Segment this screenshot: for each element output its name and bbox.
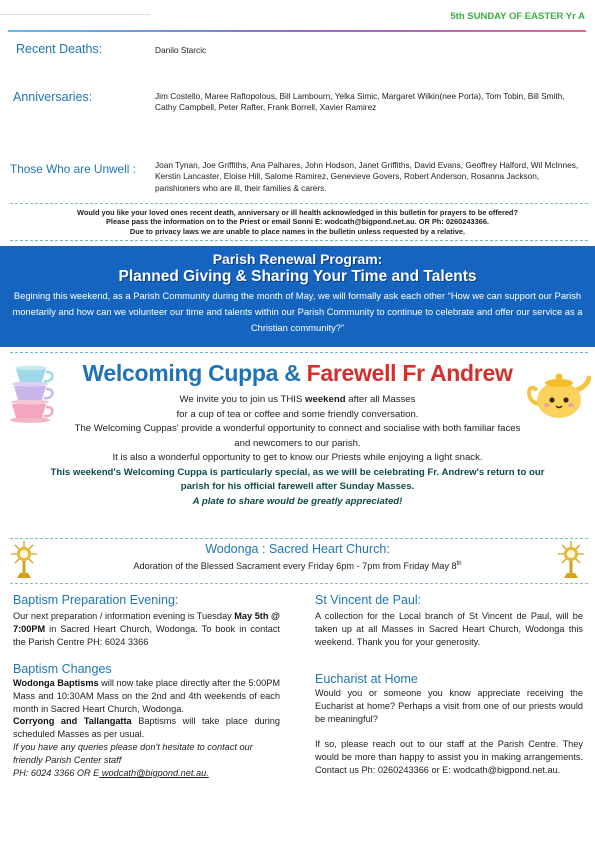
adoration-text [40,561,555,571]
st-vincent-heading: St Vincent de Paul: [315,593,422,607]
adoration-title: Wodonga : Sacred Heart Church: [205,542,390,556]
baptism-prep-date: May 5th @ 7:00PM [13,611,280,634]
baptism-changes-p2-bold: Corryong and Tallangatta [13,716,132,727]
adoration-text-main: Adoration of the Blessed Sacrament every Friday 6pm - 7pm from Friday May 8 [133,561,457,572]
welcome-line-2: for a cup of tea or coffee and some friendly conversation. [176,408,419,420]
welcome-title [60,360,535,387]
prayer-notice-line-3: Due to privacy laws we are unable to place names in the bulletin unless requested by a relative. [129,226,466,236]
unwell-label: Those Who are Unwell : [10,162,136,176]
anniversaries-label: Anniversaries: [13,90,93,104]
divider [10,352,588,353]
welcome-line-1b: weekend [305,394,346,405]
divider [10,538,588,539]
divider [10,583,588,584]
baptism-changes-p2-text: Baptisms will take place during scheduled Masses as per usual. [13,716,280,740]
monstrance-icon [10,540,38,580]
renewal-body: Begining this weekend, as a Parish Community during the month of May, we will formally ask each other “How we can support our Parish monetarily and how can we volunteer our time and talents within our Parish Community to continue to celebrate and offer our service as a Christian community?” [12,290,583,333]
welcome-line-5: This weekend's Welcoming Cuppa is particularly special, as we will be celebrating Fr. Andrew's return to our parish for his official farewell after Sunday Masses. [50,466,545,492]
renewal-banner [0,246,595,347]
welcome-line-6: A plate to share would be greatly appreciated! [192,495,403,507]
baptism-prep-text [13,610,280,649]
anniversaries-names: Jim Costello, Maree Raftopolous, Bill Lambourn, Yelka Simic, Margaret Wilkin(nee Porta), Tom Tobin, Bill Smith, Cathy Campbell, Peter Rafter, Frank Borrell, Xavier Ramirez [155,91,565,113]
baptism-changes-p1-text: will now take place directly after the 5:00PM Mass and 10:30AM Mass on the 2nd and 4th weekends of each month in Sacred Heart Church, Wodonga. [13,677,280,714]
renewal-subtitle: Planned Giving & Sharing Your Time and Talents [118,268,477,285]
baptism-changes-p1 [13,677,280,716]
renewal-title: Parish Renewal Program: [212,251,383,267]
baptism-prep-text-a: Our next preparation / information evening is Tuesday [13,611,235,621]
welcome-line-3: The Welcoming Cuppas’ provide a wonderful opportunity to connect and socialise with both familiar faces and newcomers to our parish. [74,423,521,449]
welcome-body [10,393,585,509]
eucharist-heading: Eucharist at Home [315,671,418,686]
edition-label: 5th SUNDAY OF EASTER Yr A [450,11,585,22]
eucharist-p2: If so, please reach out to our staff at the Parish Centre. They would be more than happy to assist you in making arrangements. Contact us Ph: 0260243366 or E: wodcath@bigpond.net.au. [315,739,583,776]
divider [10,203,588,204]
adoration-text-sup: th [456,561,462,567]
baptism-changes-contact: PH: 6024 3366 OR E [13,768,100,779]
st-vincent-text: A collection for the Local branch of St Vincent de Paul, will be taken up at all Masses in Sacred Heart Church, Wodonga this weekend. Thank you for your generosity. [315,611,583,647]
welcome-line-1c: after all Masses [345,394,416,405]
welcome-title-red: Farewell Fr Andrew [306,360,513,386]
right-column [315,593,583,777]
prayer-notice-line-2: Please pass the information on to the Priest or email Sonni E: wodcath@bigpond.net.au. OR Ph: 0260243366. [106,217,489,227]
baptism-changes-heading: Baptism Changes [13,661,112,676]
baptism-changes-p1-bold: Wodonga Baptisms [13,677,99,688]
divider [10,240,588,241]
prayer-notice-line-1: Would you like your loved ones recent death, anniversary or ill health acknowledged in this bulletin for prayers to be offered? [77,208,518,217]
eucharist-p1: Would you or someone you know appreciate receiving the Eucharist at home? Perhaps a visit from one of our priests would be meaningful? [315,687,583,724]
parish-email-link[interactable]: wodcath@bigpond.net.au. [99,768,209,779]
header-gradient-rule [8,30,586,32]
baptism-prep-heading: Baptism Preparation Evening: [13,593,179,607]
welcome-title-blue: Welcoming Cuppa & [82,360,307,386]
baptism-prep-text-c: in Sacred Heart Church, Wodonga. To book in contact the Parish Centre PH: 6024 3366 [13,623,280,647]
unwell-names: Joan Tynan, Joe Griffiths, Ana Palhares, John Hodson, Janet Griffiths, David Evans, Geoffrey Halford, Wil McInnes, Kerstin Lancaster, Eloise Hill, Salome Ramirez, Genevieve Govers, Robert Anderson, Rosanna Jackson, parishioners who are ill, their families & carers. [155,160,579,193]
recent-deaths-label: Recent Deaths: [16,42,103,56]
monstrance-icon [557,540,585,580]
welcome-line-1a: We invite you to join us THIS [179,394,306,405]
welcome-line-1 [10,393,585,408]
recent-deaths-names: Danilo Starcic [155,45,207,55]
baptism-changes-p4 [13,767,280,780]
welcome-line-4: It is also a wonderful opportunity to get to know our Priests while enjoying a light snack. [112,452,483,463]
baptism-changes-p3: If you have any queries please don't hesitate to contact our friendly Parish Center staff [13,742,253,766]
baptism-changes-p2 [13,715,280,741]
header-rule [0,14,150,15]
prayer-notice [10,208,585,236]
left-column [13,593,280,780]
